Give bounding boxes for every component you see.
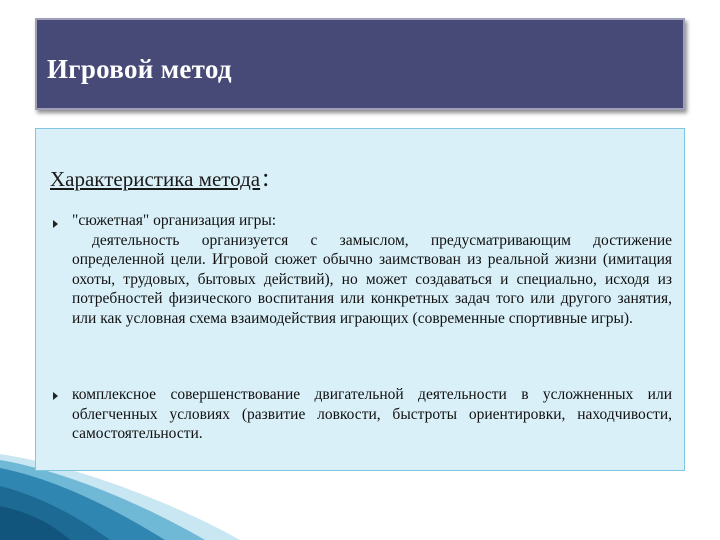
list-item-text: комплексное совершенствование двигательной деятельности в усложненных или облегченных условиях (развитие ловкости, быстроты ориентировки, находчивости, самостоятельности. <box>72 386 672 442</box>
title-bar <box>35 18 685 110</box>
content-box <box>35 128 685 471</box>
list-item-text: деятельность организуется с замыслом, предусматривающим достижение определенной цели. Игровой сюжет обычно заимствован из реальной жизни (имитация охоты, трудовых, бытовых действий), но может создаваться и специально, исходя из потребностей физического воспитания или конкретных задач того или другого занятия, или как условная схема взаимодействия играющих (современные спортивные игры). <box>72 231 672 327</box>
bullet-arrow-icon <box>53 392 58 400</box>
bullet-arrow-icon <box>53 220 58 228</box>
subtitle-text: Характеристика метода <box>50 167 261 191</box>
list-item <box>72 211 672 328</box>
list-item <box>72 385 672 444</box>
slide-title: Игровой метод <box>47 54 232 84</box>
subtitle-colon: : <box>262 163 270 192</box>
list-item-heading: "сюжетная" организация игры: <box>72 212 277 229</box>
section-subtitle <box>50 163 269 193</box>
